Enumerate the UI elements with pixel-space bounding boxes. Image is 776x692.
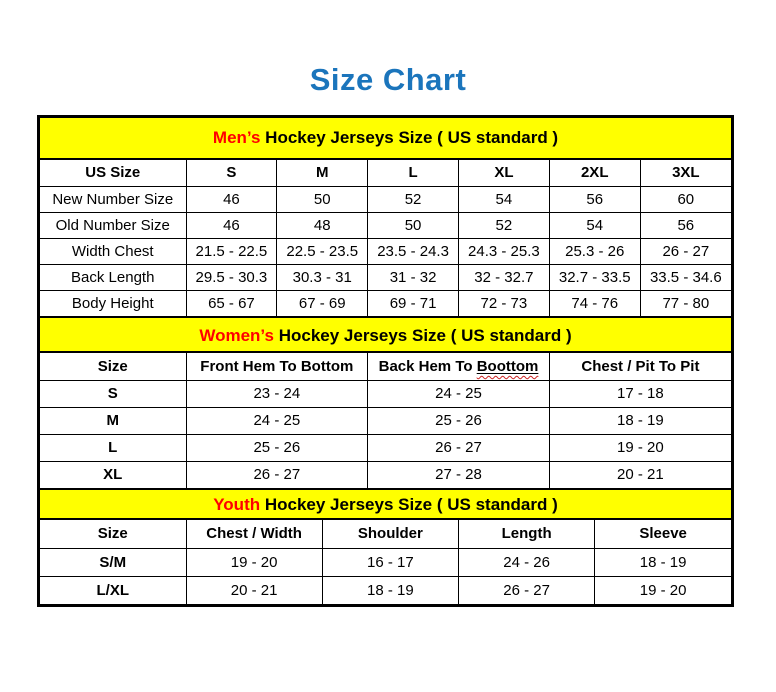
column-header: 3XL xyxy=(640,160,731,186)
size-value-cell: 25 - 26 xyxy=(186,434,368,461)
size-value-cell: 65 - 67 xyxy=(186,290,277,316)
row-label: Body Height xyxy=(40,290,186,316)
size-value-cell: 77 - 80 xyxy=(640,290,731,316)
womens-header-row xyxy=(40,353,731,380)
size-value-cell: 74 - 76 xyxy=(549,290,640,316)
row-label: L/XL xyxy=(40,576,186,604)
size-value-cell: 18 - 19 xyxy=(549,407,731,434)
size-value-cell: 72 - 73 xyxy=(458,290,549,316)
column-header: M xyxy=(277,160,368,186)
column-header: 2XL xyxy=(549,160,640,186)
size-value-cell: 30.3 - 31 xyxy=(277,264,368,290)
size-value-cell: 25 - 26 xyxy=(368,407,550,434)
page-title: Size Chart xyxy=(309,62,467,97)
column-header: XL xyxy=(458,160,549,186)
mens-size-table xyxy=(40,160,731,316)
youth-banner-text: Hockey Jerseys Size ( US standard ) xyxy=(260,495,558,514)
size-value-cell: 26 - 27 xyxy=(368,434,550,461)
size-value-cell: 46 xyxy=(186,212,277,238)
table-row xyxy=(40,461,731,488)
size-value-cell: 23 - 24 xyxy=(186,380,368,407)
size-value-cell: 31 - 32 xyxy=(368,264,459,290)
size-value-cell: 67 - 69 xyxy=(277,290,368,316)
size-value-cell: 24 - 25 xyxy=(186,407,368,434)
row-label: Width Chest xyxy=(40,238,186,264)
size-value-cell: 17 - 18 xyxy=(549,380,731,407)
size-value-cell: 19 - 20 xyxy=(549,434,731,461)
size-value-cell: 19 - 20 xyxy=(186,548,322,576)
womens-size-table xyxy=(40,353,731,488)
size-value-cell: 60 xyxy=(640,186,731,212)
size-value-cell: 23.5 - 24.3 xyxy=(368,238,459,264)
column-header: Size xyxy=(40,520,186,548)
size-value-cell: 20 - 21 xyxy=(549,461,731,488)
table-row xyxy=(40,238,731,264)
column-header: Sleeve xyxy=(595,520,731,548)
row-label: Back Length xyxy=(40,264,186,290)
womens-banner-highlight: Women’s xyxy=(199,326,274,345)
row-label: S xyxy=(40,380,186,407)
size-value-cell: 16 - 17 xyxy=(322,548,458,576)
size-value-cell: 50 xyxy=(368,212,459,238)
column-header: Front Hem To Bottom xyxy=(186,353,368,380)
column-header: Length xyxy=(459,520,595,548)
column-header-text: Back Hem To xyxy=(378,357,477,375)
womens-section-banner xyxy=(40,316,731,353)
size-value-cell: 25.3 - 26 xyxy=(549,238,640,264)
column-header: Size xyxy=(40,353,186,380)
size-value-cell: 56 xyxy=(549,186,640,212)
table-row xyxy=(40,434,731,461)
row-label: M xyxy=(40,407,186,434)
size-value-cell: 52 xyxy=(368,186,459,212)
size-value-cell: 20 - 21 xyxy=(186,576,322,604)
size-value-cell: 48 xyxy=(277,212,368,238)
womens-banner-text: Hockey Jerseys Size ( US standard ) xyxy=(273,326,572,345)
size-value-cell: 22.5 - 23.5 xyxy=(277,238,368,264)
youth-section-banner xyxy=(40,488,731,520)
size-value-cell: 21.5 - 22.5 xyxy=(186,238,277,264)
table-row xyxy=(40,290,731,316)
table-row xyxy=(40,407,731,434)
youth-header-row xyxy=(40,520,731,548)
size-value-cell: 69 - 71 xyxy=(368,290,459,316)
row-label: XL xyxy=(40,461,186,488)
size-value-cell: 50 xyxy=(277,186,368,212)
row-label: Old Number Size xyxy=(40,212,186,238)
column-header: Chest / Pit To Pit xyxy=(549,353,731,380)
size-value-cell: 56 xyxy=(640,212,731,238)
size-value-cell: 19 - 20 xyxy=(595,576,731,604)
size-value-cell: 32 - 32.7 xyxy=(458,264,549,290)
size-value-cell: 18 - 19 xyxy=(322,576,458,604)
misspelled-word: Boottom xyxy=(476,357,539,375)
table-row xyxy=(40,380,731,407)
column-header: Chest / Width xyxy=(186,520,322,548)
size-value-cell: 27 - 28 xyxy=(368,461,550,488)
misspelled-word-underline xyxy=(477,358,539,375)
size-value-cell: 24 - 25 xyxy=(368,380,550,407)
row-label: New Number Size xyxy=(40,186,186,212)
mens-banner-text: Hockey Jerseys Size ( US standard ) xyxy=(260,128,559,147)
size-value-cell: 54 xyxy=(458,186,549,212)
size-value-cell: 29.5 - 30.3 xyxy=(186,264,277,290)
column-header: Shoulder xyxy=(322,520,458,548)
size-value-cell: 54 xyxy=(549,212,640,238)
column-header: S xyxy=(186,160,277,186)
size-value-cell: 26 - 27 xyxy=(186,461,368,488)
column-header: US Size xyxy=(40,160,186,186)
size-value-cell: 32.7 - 33.5 xyxy=(549,264,640,290)
size-value-cell: 24.3 - 25.3 xyxy=(458,238,549,264)
column-header xyxy=(368,353,550,380)
youth-size-table xyxy=(40,520,731,604)
size-value-cell: 52 xyxy=(458,212,549,238)
size-chart-table xyxy=(37,115,734,607)
size-value-cell: 18 - 19 xyxy=(595,548,731,576)
size-value-cell: 26 - 27 xyxy=(459,576,595,604)
table-row xyxy=(40,576,731,604)
mens-banner-highlight: Men’s xyxy=(212,128,261,147)
size-value-cell: 46 xyxy=(186,186,277,212)
size-value-cell: 33.5 - 34.6 xyxy=(640,264,731,290)
row-label: L xyxy=(40,434,186,461)
table-row xyxy=(40,548,731,576)
size-value-cell: 26 - 27 xyxy=(640,238,731,264)
mens-header-row xyxy=(40,160,731,186)
table-row xyxy=(40,264,731,290)
mens-section-banner xyxy=(40,118,731,160)
row-label: S/M xyxy=(40,548,186,576)
table-row xyxy=(40,212,731,238)
table-row xyxy=(40,186,731,212)
size-value-cell: 24 - 26 xyxy=(459,548,595,576)
youth-banner-highlight: Youth xyxy=(213,495,261,514)
column-header: L xyxy=(368,160,459,186)
